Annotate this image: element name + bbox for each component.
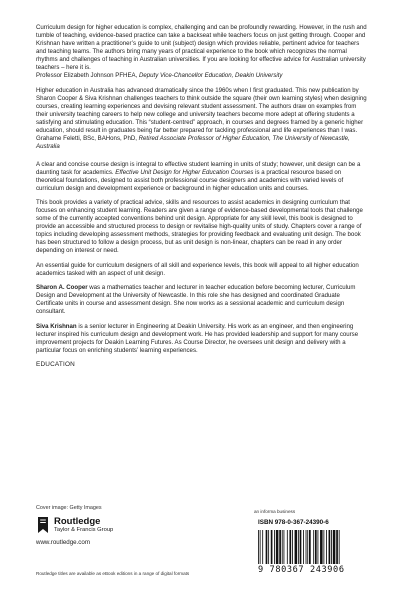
publisher-block bbox=[36, 516, 236, 556]
barcode-bar bbox=[331, 530, 332, 564]
barcode-bar bbox=[289, 530, 291, 564]
barcode-bar bbox=[284, 530, 285, 564]
author-bio-1 bbox=[36, 284, 368, 316]
para-1-end: is a practical resource based on theoretical foundations, designed to assist both professional course designers and academics with varied levels of curriculum design and development experience or background in higher education units and courses. bbox=[36, 168, 344, 192]
review-2-text: Higher education in Australia has advanced dramatically since the 1960s when I first graduated. This new publication by Sharon Cooper & Siva Krishnan challenges teachers to think outside the square (their own learning styles) when designing courses, creating learning experiences and devising relevant student assessment. The authors draw on examples from their university teaching careers to help new college and university teachers become more adept at offering students a satisfying and stimulating education. This “student-centred” approach, in courses and degrees framed by a generic higher education, should result in graduates being far better prepared for tackling professional and life experiences than I was. bbox=[36, 86, 367, 134]
barcode-bar bbox=[258, 530, 259, 564]
barcode-icon bbox=[258, 530, 366, 564]
barcode-bar bbox=[295, 530, 298, 564]
barcode-bar bbox=[260, 530, 261, 564]
review-1 bbox=[36, 24, 368, 80]
description-para-1 bbox=[36, 161, 368, 193]
barcode-bar bbox=[323, 530, 324, 564]
review-2 bbox=[36, 87, 368, 151]
review-1-role: Deputy Vice-Chancellor Education, Deakin University bbox=[138, 72, 283, 79]
cover-image-credit: Cover image: Getty Images bbox=[36, 505, 102, 511]
ebook-footnote: Routledge titles are available as eBook editions in a range of digital formats bbox=[36, 571, 190, 576]
barcode-digits: 9 780367 243906 bbox=[258, 565, 345, 575]
review-1-attribution bbox=[36, 72, 282, 79]
barcode-bar bbox=[306, 530, 307, 564]
author-2-name: Siva Krishnan bbox=[36, 322, 77, 330]
description-para-3: An essential guide for curriculum designers of all skill and experience levels, this book will appeal to all higher education academics tasked with an aspect of unit design. bbox=[36, 261, 359, 277]
author-bio-2 bbox=[36, 323, 368, 355]
barcode-bar bbox=[303, 530, 304, 564]
blurb-text-area bbox=[36, 24, 368, 368]
barcode-bar bbox=[298, 530, 299, 564]
author-2-bio: is a senior lecturer in Engineering at Deakin University. His work as an engineer, and then engineering lecturer inspired his curriculum design and development work. He has provided leadership and support for many course improvement projects for Deakin Learning Futures. As Course Director, he oversees unit design and delivery with a particular focus on enriching students’ learning experiences. bbox=[36, 322, 359, 354]
author-1-name: Sharon A. Cooper bbox=[36, 284, 88, 291]
barcode-bar bbox=[307, 530, 308, 564]
description-para-2: This book provides a variety of practical advice, skills and resources to assist academics in designing curriculum that focuses on enhancing student learning. Readers are given a range of evidence-based developmental tools that challenge some of the currently accepted conventions behind unit design. Appropriate for any skill level, this book is designed to provide an accessible and structured process to design or revitalise high-quality units of study. Chapters cover a range of topics including developing assessment methods, strategies for providing feedback and evaluating unit design. The book has been structured to follow a design process, but as unit design is non-linear, chapters can be read in any order depending on interest or need. bbox=[36, 199, 363, 254]
review-2-name: Grahame Feletti, BSc, BAHons, PhD, bbox=[36, 134, 139, 142]
routledge-logo-icon bbox=[36, 516, 50, 534]
isbn-text: ISBN 978-0-367-24390-6 bbox=[258, 519, 329, 526]
subject-category: EDUCATION bbox=[36, 361, 75, 368]
barcode-bar bbox=[329, 530, 331, 564]
barcode-bar bbox=[300, 530, 302, 564]
barcode-bar bbox=[276, 530, 279, 564]
barcode-bar bbox=[266, 530, 268, 564]
barcode-bar bbox=[282, 530, 283, 564]
barcode-bar bbox=[320, 530, 323, 564]
publisher-url[interactable]: www.routledge.com bbox=[36, 539, 90, 546]
barcode-bar bbox=[268, 530, 269, 564]
para-1-start: A clear and concise course design is integral to effective student learning in units of study; however, unit design can be a daunting task for academics. bbox=[36, 160, 361, 176]
barcode-bar bbox=[339, 530, 340, 564]
barcode-bar bbox=[271, 530, 273, 564]
review-1-text: Curriculum design for higher education is complex, challenging and can be profoundly rewarding. However, in the rush and tumble of teaching, evidence-based practice can take a backseat while teachers focus on just getting through. Cooper and Krishnan have written a practitioner’s guide to unit (subject) design which provides reliable, pertinent advice for teachers and teaching teams. The authors bring many years of practical experience to the book which recognizes the normal rhythms and challenges of teaching in Australian universities. If you are looking for effective advice for Australian university teachers – here it is. bbox=[36, 24, 367, 71]
author-1-bio: was a mathematics teacher and lecturer in teacher education before becoming lecturer, Curriculum Design and Development at the University of Newcastle. In this role she has designed and coordinated Graduate Certificate units in course and assessment design. She now works as a sessional academic and curriculum design consultant. bbox=[36, 284, 356, 315]
barcode-bar bbox=[336, 530, 338, 564]
barcode-bar bbox=[326, 530, 327, 564]
barcode-bar bbox=[287, 530, 288, 564]
review-2-role: Retired Associate Professor of Higher Education, The University of Newcastle, Australia bbox=[36, 134, 350, 150]
publisher-name: Routledge bbox=[54, 516, 101, 527]
barcode-bar bbox=[279, 530, 281, 564]
barcode-bar bbox=[315, 530, 317, 564]
barcode-bar bbox=[262, 530, 263, 564]
review-1-name: Professor Elizabeth Johnson PFHEA, bbox=[36, 72, 139, 79]
barcode-bar bbox=[318, 530, 319, 564]
barcode-bar bbox=[274, 530, 275, 564]
barcode-bar bbox=[333, 530, 336, 564]
publisher-group: Taylor & Francis Group bbox=[54, 527, 114, 533]
barcode-bar bbox=[309, 530, 311, 564]
barcode-bar bbox=[313, 530, 314, 564]
imprint-text: an informa business bbox=[254, 509, 296, 514]
review-2-attribution bbox=[36, 135, 350, 150]
para-1-book-title: Effective Unit Design for Higher Education Courses bbox=[115, 168, 254, 176]
barcode-bar bbox=[292, 530, 293, 564]
